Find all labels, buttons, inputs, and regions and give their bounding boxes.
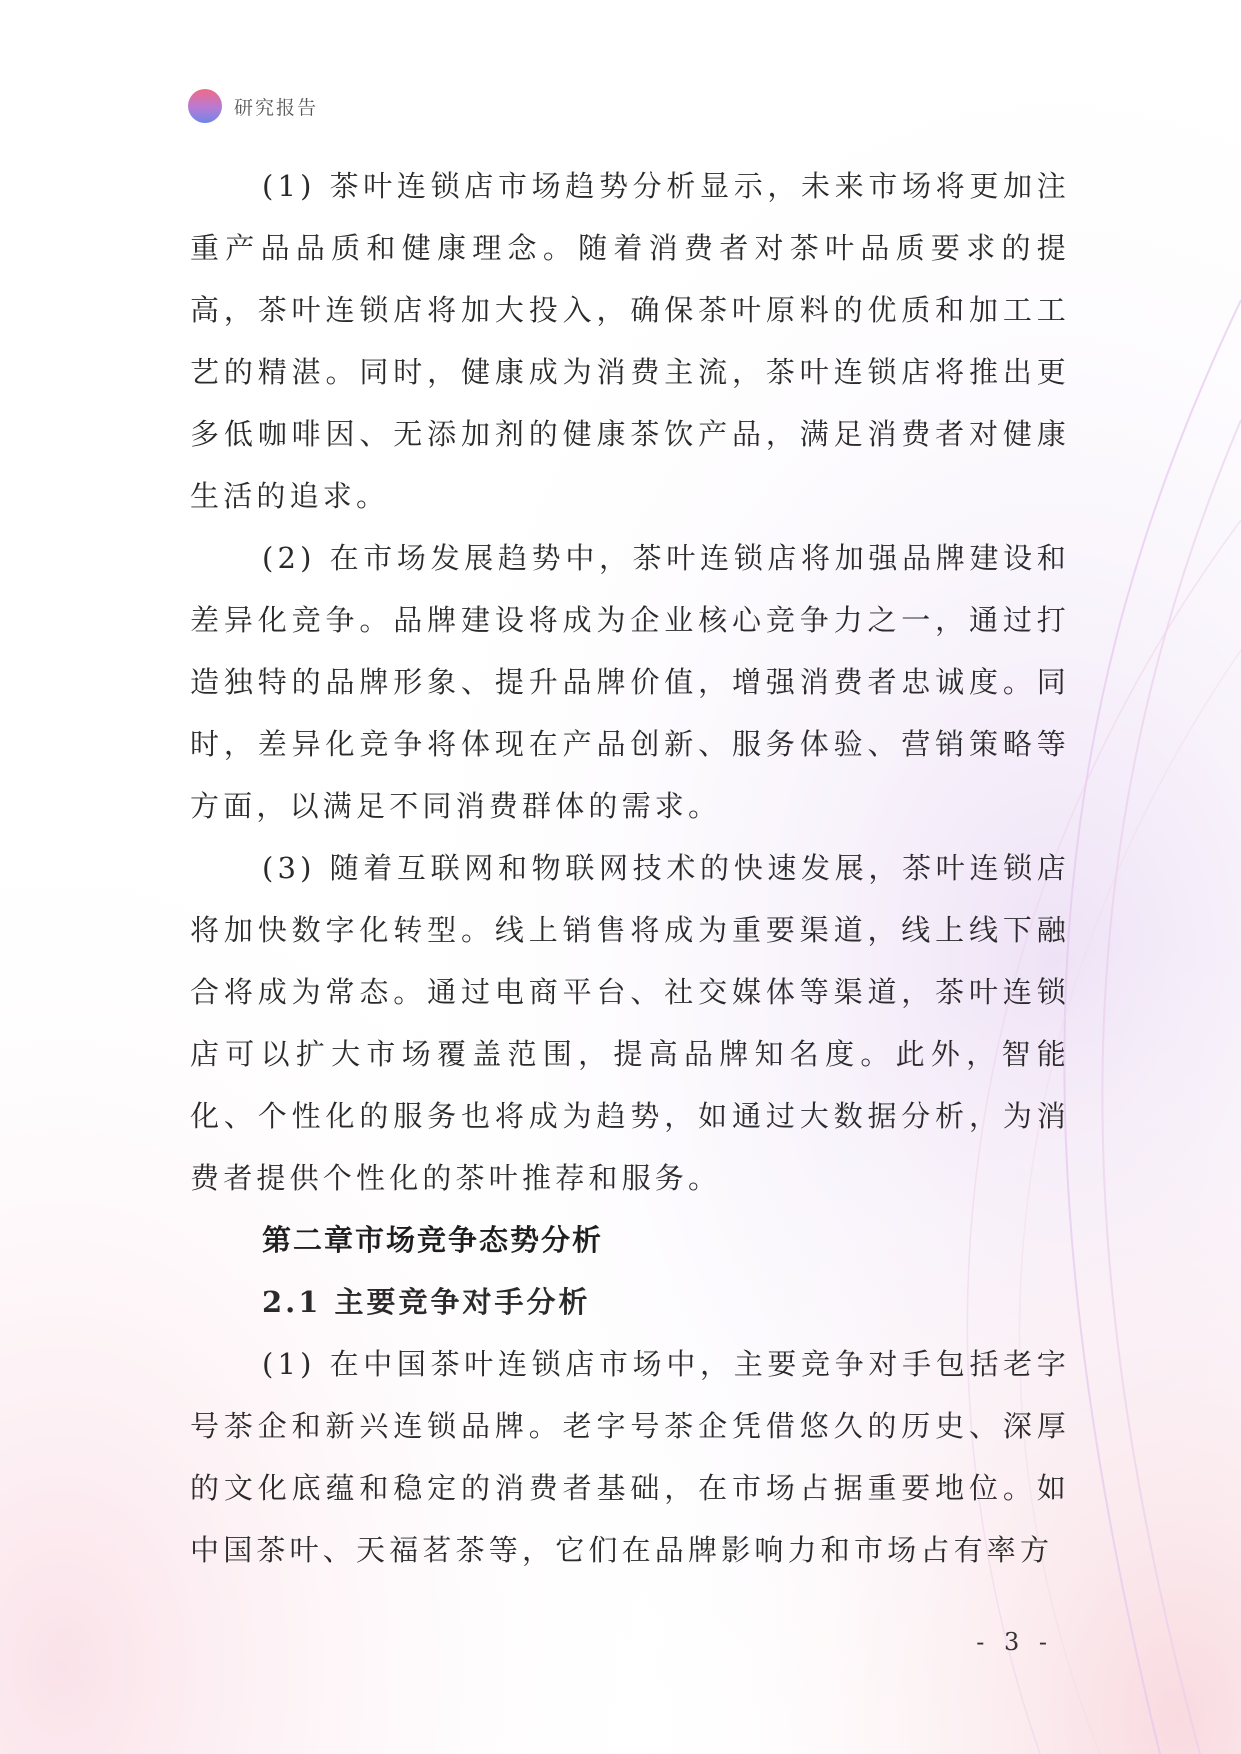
document-body	[190, 155, 1070, 1581]
section-paragraph: (1) 在中国茶叶连锁店市场中，主要竞争对手包括老字号茶企和新兴连锁品牌。老字号茶企凭借悠久的历史、深厚的文化底蕴和稳定的消费者基础，在市场占据重要地位。如中国茶叶、天福茗茶等，它们在品牌影响力和市场占有率方	[190, 1347, 1070, 1567]
header-title: 研究报告	[234, 96, 319, 119]
paragraph-3: (3) 随着互联网和物联网技术的快速发展，茶叶连锁店将加快数字化转型。线上销售将成为重要渠道，线上线下融合将成为常态。通过电商平台、社交媒体等渠道，茶叶连锁店可以扩大市场覆盖范围，提高品牌知名度。此外，智能化、个性化的服务也将成为趋势，如通过大数据分析，为消费者提供个性化的茶叶推荐和服务。	[190, 851, 1070, 1195]
paragraph-1: (1) 茶叶连锁店市场趋势分析显示，未来市场将更加注重产品品质和健康理念。随着消费者对茶叶品质要求的提高，茶叶连锁店将加大投入，确保茶叶原料的优质和加工工艺的精湛。同时，健康成为消费主流，茶叶连锁店将推出更多低咖啡因、无添加剂的健康茶饮产品，满足消费者对健康生活的追求。	[190, 169, 1070, 513]
logo-icon	[188, 89, 222, 123]
page-header	[188, 88, 318, 124]
page-number: - 3 -	[976, 1628, 1053, 1656]
chapter-heading: 第二章市场竞争态势分析	[262, 1223, 604, 1257]
section-heading: 2.1 主要竞争对手分析	[262, 1285, 591, 1319]
paragraph-2: (2) 在市场发展趋势中，茶叶连锁店将加强品牌建设和差异化竞争。品牌建设将成为企业核心竞争力之一，通过打造独特的品牌形象、提升品牌价值，增强消费者忠诚度。同时，差异化竞争将体现在产品创新、服务体验、营销策略等方面，以满足不同消费群体的需求。	[190, 541, 1070, 823]
